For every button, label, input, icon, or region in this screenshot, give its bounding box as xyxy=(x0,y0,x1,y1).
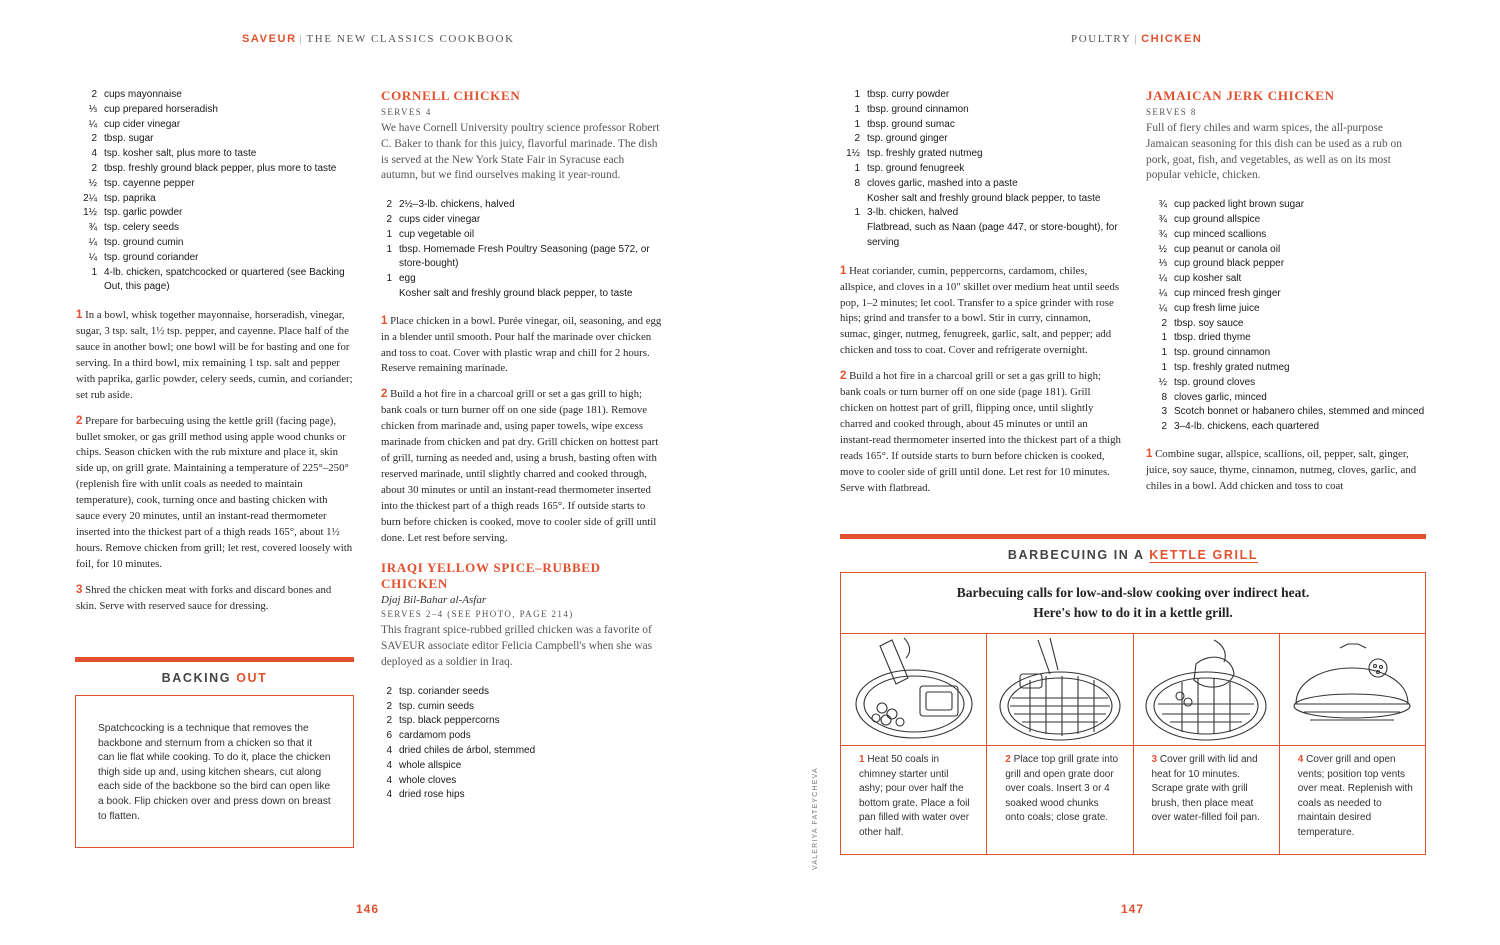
ingredient-qty: ¼ xyxy=(1158,287,1167,299)
ingredient-item xyxy=(1146,302,1428,317)
ingredient-text: Scotch bonnet or habanero chiles, stemmed and minced xyxy=(1174,406,1425,418)
ingredient-qty: 8 xyxy=(854,177,860,189)
kettle-step-caption xyxy=(1134,746,1279,826)
jerk-serves: SERVES 8 xyxy=(1146,107,1197,117)
kettle-step-number: 1 xyxy=(859,754,865,765)
ingredient-text: cups mayonnaise xyxy=(104,89,182,100)
kettle-step-caption xyxy=(841,746,986,841)
ingredient-item xyxy=(76,221,354,236)
iraqi-title: IRAQI YELLOW SPICE–RUBBED CHICKEN xyxy=(381,560,601,592)
jerk-step-1: 1 Combine sugar, allspice, scallions, oil, pepper, salt, ginger, juice, soy sauce, thyme, cinnamon, nutmeg, cloves, garlic, and chiles in a bowl. Add chicken and toss to coat xyxy=(1146,447,1417,492)
ingredient-text: cup cider vinegar xyxy=(104,118,181,130)
ingredient-item xyxy=(1146,391,1428,406)
ingredient-qty: 1 xyxy=(386,228,392,240)
ingredient-text: tsp. coriander seeds xyxy=(399,685,490,697)
ingredient-qty: 4 xyxy=(91,148,97,160)
page-number-left: 146 xyxy=(356,902,380,916)
ingredient-item xyxy=(1146,257,1428,272)
ingredient-text: tsp. ground cumin xyxy=(104,236,184,248)
cornell-intro: We have Cornell University poultry science professor Robert C. Baker to thank for this juicy, flavorful marinade. The dish is served at the New York State Fair in Syracuse each autumn, but we find ourselves making it year-round. xyxy=(381,122,660,182)
ingredient-text: Kosher salt and freshly ground black pepper, to taste xyxy=(399,287,633,299)
ingredient-item xyxy=(839,118,1122,133)
ingredient-text: whole cloves xyxy=(399,774,457,786)
ingredient-item xyxy=(371,700,663,715)
ingredient-list xyxy=(76,88,354,295)
backing-out-box xyxy=(75,695,354,848)
ingredient-qty: 3 xyxy=(1161,406,1167,418)
running-head-right: POULTRY | CHICKEN xyxy=(1071,33,1203,45)
recipe-step xyxy=(840,264,1122,359)
backing-out-title: BACKING OUT xyxy=(161,671,268,685)
ingredient-item xyxy=(76,251,354,266)
step-text: Heat coriander, cumin, peppercorns, cardamom, chiles, allspice, and cloves in a 10" skillet over medium heat until seeds pop, 1–2 minutes; let cool. Transfer to a spice grinder with rose hips; grind and transfer to a bowl. Stir in curry, cinnamon, sumac, ginger, nutmeg, fenugreek, garlic, salt, and pepper; add chicken and toss to coat. Cover and refrigerate overnight. xyxy=(840,264,1120,357)
ingredient-text: cup vegetable oil xyxy=(399,228,475,240)
ingredient-text: tbsp. ground cinnamon xyxy=(867,103,969,115)
ingredient-item xyxy=(371,744,663,759)
kettle-step-text: Cover grill and open vents; position top vents over meat. Replenish with coals as needed to maintain desired temperature. xyxy=(1297,754,1413,838)
ingredient-item xyxy=(76,236,354,251)
ingredient-qty: ¼ xyxy=(88,118,97,130)
ingredient-text: tbsp. Homemade Fresh Poultry Seasoning (page 572, or store-bought) xyxy=(399,243,650,270)
red-rule xyxy=(75,657,354,662)
ingredient-item xyxy=(76,206,354,221)
ingredient-item xyxy=(1146,376,1428,391)
ingredient-item xyxy=(371,729,663,744)
step-text: Prepare for barbecuing using the kettle grill (facing page), bullet smoker, or gas grill method using apple wood chunks or chips. Season chicken with the rub mixture and place it, skin side up, on grill grate. Maintaining a temperature of 225°–250° (replenish fire with unlit coals as needed to maintain temperature), cook, turning once and basting chicken with sauce every 20 minutes, until an instant-read thermometer inserted into the thickest part of a thigh reads 165°, about 1½ hours. Remove chicken from grill; let rest, covered loosely with foil, for 10 minutes. xyxy=(76,414,353,570)
ingredient-text: tsp. ground cinnamon xyxy=(1174,347,1271,359)
illustrator-credit: VALERIYA FATEYCHEVA xyxy=(812,767,819,870)
ingredient-qty: ½ xyxy=(1158,243,1167,255)
kettle-grill-feature xyxy=(840,534,1426,855)
ingredient-text: tsp. ground fenugreek xyxy=(867,162,965,174)
iraqi-ingredients-continued xyxy=(839,88,1122,251)
ingredient-qty: 4 xyxy=(386,745,392,757)
jerk-ingredients xyxy=(1146,198,1428,435)
step-number: 2 xyxy=(76,414,83,427)
ingredient-item xyxy=(1146,243,1428,258)
ingredient-qty: 2 xyxy=(91,133,97,145)
kettle-step-panel xyxy=(987,634,1133,854)
column-1 xyxy=(76,88,354,624)
iraqi-subtitle: Djaj Bil-Bahar al-Asfar xyxy=(381,594,487,607)
ingredient-qty: 1 xyxy=(386,273,392,285)
ingredient-qty: 1 xyxy=(1161,332,1167,344)
ingredient-qty: 1 xyxy=(1161,361,1167,373)
ingredient-text: tsp. celery seeds xyxy=(104,222,180,234)
ingredient-item xyxy=(839,192,1122,207)
step-text: Build a hot fire in a charcoal grill or set a gas grill to high; bank coals or turn burner off on one side (page 181). Remove chicken from marinade and, using paper towels, wipe excess marinade from chicken and pat dry. Grill chicken on hottest part of grill, turning as needed and, using a brush, basting often with reserved marinade, until slightly charred and cooked through, about 30 minutes or until an instant-read thermometer inserted into the thickest part of a thigh reads 165°. If outside starts to burn before chicken is cooked, move to cooler side of grill until done. Let rest before serving. xyxy=(381,388,659,544)
ingredient-text: tsp. garlic powder xyxy=(104,207,183,219)
ingredient-text: cup ground black pepper xyxy=(1174,258,1285,270)
kettle-step-art xyxy=(987,634,1132,746)
ingredient-text: cup prepared horseradish xyxy=(104,103,218,115)
step-number: 2 xyxy=(840,370,847,383)
ingredient-text: egg xyxy=(399,273,416,285)
kettle-step-caption xyxy=(987,746,1132,826)
ingredient-item xyxy=(1146,287,1428,302)
ingredient-qty: 1½ xyxy=(83,207,97,219)
recipe-step xyxy=(76,414,354,573)
column-2 xyxy=(381,88,663,803)
ingredient-item xyxy=(76,177,354,192)
kettle-step-art xyxy=(841,634,986,746)
ingredient-qty: ¾ xyxy=(88,222,97,234)
ingredient-text: 3–4-lb. chickens, each quartered xyxy=(1174,421,1320,433)
ingredient-text: 4-lb. chicken, spatchcocked or quartered (see Backing Out, this page) xyxy=(104,266,345,293)
step-text: Place chicken in a bowl. Purée vinegar, oil, seasoning, and egg in a blender until smooth. Pour half the marinade over chicken and toss to coat. Cover with plastic wrap and chill for 2 hours. Reserve remaining marinade. xyxy=(381,314,662,375)
ingredient-qty: 1 xyxy=(854,89,860,100)
ingredient-qty xyxy=(371,287,399,302)
ingredient-text: cup peanut or canola oil xyxy=(1174,243,1281,255)
kettle-step-text: Cover grill with lid and heat for 10 minutes. Scrape grate with grill brush, then place meat over water-filled foil pan. xyxy=(1151,754,1260,824)
ingredient-qty: 1 xyxy=(1161,347,1167,359)
ingredient-text: tsp. cumin seeds xyxy=(399,700,475,712)
ingredient-qty: 2 xyxy=(1161,317,1167,329)
ingredient-item xyxy=(1146,198,1428,213)
ingredient-text: cup ground allspice xyxy=(1174,213,1261,225)
ingredient-item xyxy=(1146,317,1428,332)
ingredient-qty: ¾ xyxy=(1158,199,1167,211)
ingredient-item xyxy=(839,132,1122,147)
ingredient-qty: 1 xyxy=(854,207,860,219)
recipe-step xyxy=(381,387,663,546)
ingredient-item xyxy=(839,206,1122,221)
ingredient-text: tsp. paprika xyxy=(104,192,156,204)
kettle-panels xyxy=(841,634,1425,854)
ingredient-item xyxy=(76,162,354,177)
subsection-name: CHICKEN xyxy=(1141,33,1203,45)
ingredient-qty: 1 xyxy=(854,162,860,174)
ingredient-item xyxy=(371,243,663,273)
column-3 xyxy=(840,88,1122,506)
cornell-serves: SERVES 4 xyxy=(381,107,432,117)
ingredient-text: Kosher salt and freshly ground black pepper, to taste xyxy=(867,192,1101,204)
recipe-steps xyxy=(76,308,354,614)
ingredient-text: tsp. ground cloves xyxy=(1174,376,1256,388)
ingredient-qty: ½ xyxy=(88,177,97,189)
ingredient-item xyxy=(839,221,1122,251)
ingredient-text: dried rose hips xyxy=(399,789,465,801)
cornell-steps xyxy=(381,314,663,547)
jerk-intro: Full of fiery chiles and warm spices, the all-purpose Jamaican seasoning for this dish can be used as a rub on pork, goat, fish, and vegetables, as well as on its most popular vehicle, chicken. xyxy=(1146,122,1402,182)
ingredient-item xyxy=(371,774,663,789)
ingredient-item xyxy=(839,147,1122,162)
ingredient-item xyxy=(1146,228,1428,243)
ingredient-qty: 4 xyxy=(386,789,392,801)
kettle-step-panel xyxy=(1280,634,1425,854)
ingredient-text: tbsp. curry powder xyxy=(867,89,950,100)
ingredient-text: cloves garlic, mashed into a paste xyxy=(867,177,1018,189)
step-text: Build a hot fire in a charcoal grill or set a gas grill to high; bank coals or turn burner off on one side (page 181). Grill chicken on hottest part of grill, flipping once, until slightly charred and cooked through, about 45 minutes or until an instant-read thermometer inserted into the thickest part of a thigh reads 165°. If outside starts to burn before chicken is cooked, move to cooler side of grill until done. Let rest for 10 minutes. Serve with flatbread. xyxy=(840,370,1121,494)
ingredient-item xyxy=(1146,405,1428,420)
ingredient-text: cloves garlic, minced xyxy=(1174,391,1267,403)
ingredient-item xyxy=(371,213,663,228)
iraqi-ingredients xyxy=(371,685,663,803)
kettle-step-2-illustration xyxy=(990,634,1130,746)
kettle-steps-row xyxy=(841,633,1425,854)
ingredient-item xyxy=(76,132,354,147)
brand-name: SAVEUR xyxy=(242,33,297,45)
step-number: 3 xyxy=(76,583,83,596)
ingredient-qty: 1 xyxy=(854,103,860,115)
ingredient-item xyxy=(1146,346,1428,361)
ingredient-item xyxy=(1146,272,1428,287)
kettle-title: BARBECUING IN A KETTLE GRILL xyxy=(1007,548,1259,562)
ingredient-qty: 1½ xyxy=(846,148,860,160)
iraqi-serves: SERVES 2–4 (SEE PHOTO, PAGE 214) xyxy=(381,609,574,620)
ingredient-item xyxy=(1146,420,1428,435)
red-rule xyxy=(840,534,1426,539)
ingredient-item xyxy=(76,147,354,162)
ingredient-text: cups cider vinegar xyxy=(399,213,481,225)
ingredient-text: cup minced scallions xyxy=(1174,228,1267,240)
ingredient-item xyxy=(371,228,663,243)
kettle-step-text: Place top grill grate into grill and open grate door over coals. Insert 3 or 4 soaked wood chunks onto coals; close grate. xyxy=(1005,754,1119,824)
iraqi-intro: This fragrant spice-rubbed grilled chicken was a favorite of SAVEUR associate editor Felicia Campbell's when she was deployed as a soldier in Iraq. xyxy=(381,624,653,669)
kettle-step-4-illustration xyxy=(1282,634,1422,746)
step-text: In a bowl, whisk together mayonnaise, horseradish, vinegar, sugar, 3 tsp. salt, 1½ tsp. pepper, and cayenne. Place half of the sauce in another bowl; one bowl will be for basting and one for serving. In a third bowl, mix remaining 1 tsp. salt and pepper with paprika, garlic powder, celery seeds, cumin, and coriander; set rub aside. xyxy=(76,309,353,401)
ingredient-item xyxy=(839,88,1122,103)
ingredient-text: tbsp. freshly ground black pepper, plus more to taste xyxy=(104,162,337,174)
ingredient-qty: ⅓ xyxy=(1158,258,1167,270)
ingredient-qty: ¼ xyxy=(88,251,97,263)
ingredient-qty: ¼ xyxy=(1158,273,1167,285)
ingredient-qty: 2 xyxy=(386,199,392,211)
ingredient-qty: 2 xyxy=(386,700,392,712)
ingredient-qty xyxy=(839,192,867,207)
ingredient-qty: ¼ xyxy=(1158,302,1167,314)
running-head-left: SAVEUR | THE NEW CLASSICS COOKBOOK xyxy=(242,33,515,45)
book-title: THE NEW CLASSICS COOKBOOK xyxy=(306,33,515,45)
kettle-step-number: 2 xyxy=(1005,754,1011,765)
step-number: 1 xyxy=(76,309,83,322)
step-number: 1 xyxy=(840,264,847,277)
ingredient-text: tsp. kosher salt, plus more to taste xyxy=(104,148,257,160)
section-name: POULTRY xyxy=(1071,33,1132,45)
ingredient-item xyxy=(371,272,663,287)
ingredient-text: cup minced fresh ginger xyxy=(1174,287,1281,299)
kettle-step-art xyxy=(1280,634,1425,746)
ingredient-qty: 1 xyxy=(854,118,860,130)
kettle-step-3-illustration xyxy=(1136,634,1276,746)
ingredient-qty: ¾ xyxy=(1158,213,1167,225)
recipe-step xyxy=(76,583,354,615)
ingredient-text: 2½–3-lb. chickens, halved xyxy=(399,199,515,211)
ingredient-text: tsp. freshly grated nutmeg xyxy=(867,148,983,160)
ingredient-text: tbsp. sugar xyxy=(104,133,154,145)
ingredient-text: whole allspice xyxy=(399,759,462,771)
kettle-box xyxy=(840,572,1426,855)
ingredient-item xyxy=(76,103,354,118)
ingredient-item xyxy=(1146,213,1428,228)
kettle-step-text: Heat 50 coals in chimney starter until ashy; pour over half the bottom grate. Place a foil pan filled with water over other half. xyxy=(859,754,970,838)
ingredient-item xyxy=(76,88,354,103)
ingredient-text: dried chiles de árbol, stemmed xyxy=(399,745,536,757)
kettle-step-number: 4 xyxy=(1297,754,1304,765)
ingredient-text: cup packed light brown sugar xyxy=(1174,199,1305,211)
ingredient-qty: 8 xyxy=(1161,391,1167,403)
ingredient-item xyxy=(1146,331,1428,346)
recipe-step xyxy=(76,308,354,403)
ingredient-qty: ⅓ xyxy=(88,103,97,115)
ingredient-item xyxy=(371,287,663,302)
ingredient-item xyxy=(1146,361,1428,376)
kettle-step-1-illustration xyxy=(844,634,984,746)
backing-out-text: Spatchcocking is a technique that removes the backbone and sternum from a chicken so that it can lie flat while cooking. To do it, place the chicken thigh side up and, using kitchen shears, cut along each side of the backbone so the bird can open like a book. Flip chicken over and press down on breast to flatten. xyxy=(98,723,331,822)
ingredient-text: tsp. cayenne pepper xyxy=(104,177,195,189)
cornell-title: CORNELL CHICKEN xyxy=(381,88,521,103)
recipe-step xyxy=(840,369,1122,496)
ingredient-text: tbsp. dried thyme xyxy=(1174,332,1251,344)
ingredient-qty: 2 xyxy=(386,715,392,727)
ingredient-item xyxy=(371,198,663,213)
ingredient-item xyxy=(839,177,1122,192)
ingredient-text: tbsp. soy sauce xyxy=(1174,317,1244,329)
ingredient-item xyxy=(371,788,663,803)
ingredient-qty: ½ xyxy=(1158,376,1167,388)
ingredient-text: tbsp. ground sumac xyxy=(867,118,955,130)
ingredient-qty: 2 xyxy=(91,89,97,100)
ingredient-qty: 1 xyxy=(386,243,392,255)
ingredient-text: Flatbread, such as Naan (page 447, or store-bought), for serving xyxy=(867,222,1118,248)
ingredient-qty: 2 xyxy=(386,685,392,697)
ingredient-item xyxy=(76,266,354,296)
ingredient-qty: 2¼ xyxy=(83,192,97,204)
ingredient-qty: 2 xyxy=(91,162,97,174)
column-4 xyxy=(1146,88,1428,495)
ingredient-qty: 2 xyxy=(854,133,860,145)
ingredient-item xyxy=(371,759,663,774)
ingredient-text: cup kosher salt xyxy=(1174,273,1242,285)
ingredient-text: tsp. freshly grated nutmeg xyxy=(1174,361,1290,373)
step-text: Shred the chicken meat with forks and discard bones and skin. Serve with reserved sauce for dressing. xyxy=(76,583,332,612)
kettle-step-caption xyxy=(1280,746,1425,841)
page-number-right: 147 xyxy=(1121,902,1145,916)
ingredient-text: tsp. black peppercorns xyxy=(399,715,500,727)
ingredient-item xyxy=(76,192,354,207)
ingredient-text: tsp. ground coriander xyxy=(104,251,199,263)
ingredient-text: cardamom pods xyxy=(399,730,471,742)
kettle-headline: Barbecuing calls for low-and-slow cooking over indirect heat. Here's how to do it in a kettle grill. xyxy=(956,585,1310,620)
ingredient-qty: ¾ xyxy=(1158,228,1167,240)
ingredient-qty: ¼ xyxy=(88,236,97,248)
step-number: 2 xyxy=(381,388,388,401)
step-number: 1 xyxy=(381,314,388,327)
ingredient-qty: 4 xyxy=(386,774,392,786)
cornell-ingredients xyxy=(371,198,663,302)
ingredient-qty xyxy=(839,221,867,251)
iraqi-steps xyxy=(840,264,1122,497)
ingredient-qty: 6 xyxy=(386,730,392,742)
ingredient-item xyxy=(76,118,354,133)
jerk-title: JAMAICAN JERK CHICKEN xyxy=(1146,88,1335,103)
ingredient-item xyxy=(839,162,1122,177)
ingredient-qty: 2 xyxy=(1161,421,1167,433)
ingredient-text: cup fresh lime juice xyxy=(1174,302,1260,314)
kettle-step-panel xyxy=(1134,634,1280,854)
backing-out-sidebar xyxy=(75,657,354,848)
kettle-step-art xyxy=(1134,634,1279,746)
ingredient-qty: 4 xyxy=(386,759,392,771)
ingredient-qty: 2 xyxy=(386,213,392,225)
ingredient-text: tsp. ground ginger xyxy=(867,133,948,145)
ingredient-text: 3-lb. chicken, halved xyxy=(867,207,959,219)
kettle-step-panel xyxy=(841,634,987,854)
ingredient-item xyxy=(839,103,1122,118)
ingredient-qty: 1 xyxy=(91,266,97,278)
recipe-step xyxy=(381,314,663,378)
ingredient-item xyxy=(371,714,663,729)
ingredient-item xyxy=(371,685,663,700)
kettle-step-number: 3 xyxy=(1151,754,1158,765)
